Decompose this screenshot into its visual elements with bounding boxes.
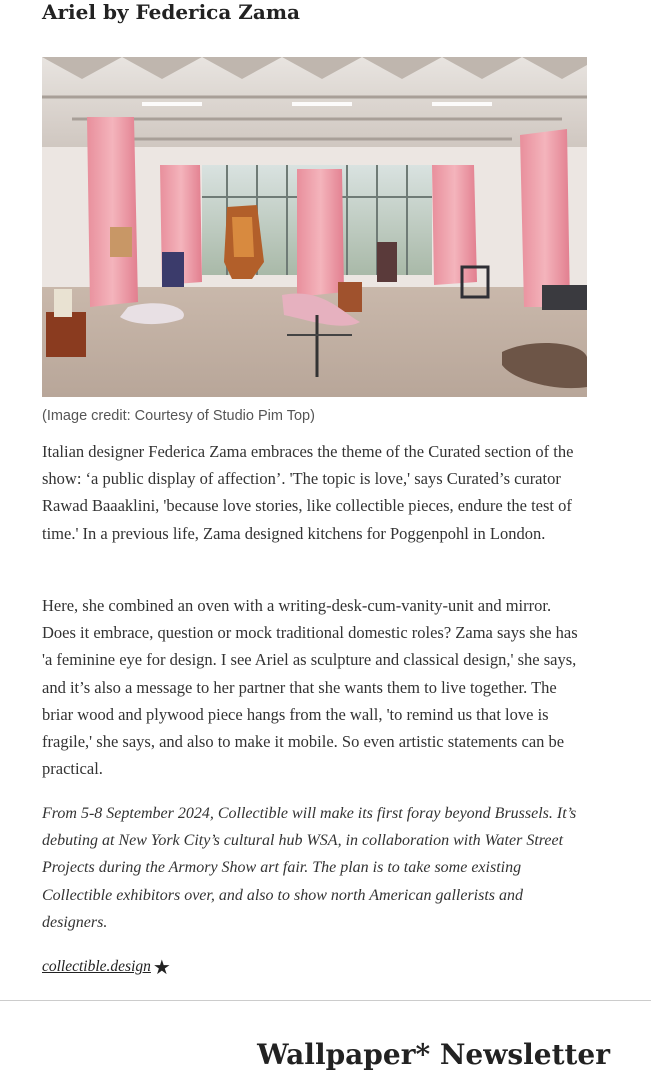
article-paragraph: Italian designer Federica Zama embraces the theme of the Curated section of the show: ‘a public display of affection’. 'The topic is love,' says Curated’s curator Rawad Baaaklini, 'because love stories, like collectible pieces, endure the test of time.' In a previous life, Zama designed kitchens for Poggenpohl in London. <box>42 442 574 543</box>
image-credit: (Image credit: Courtesy of Studio Pim Top) <box>42 408 315 424</box>
article-paragraph-italic: From 5-8 September 2024, Collectible will make its first foray beyond Brussels. It’s debuting at New York City’s cultural hub WSA, in collaboration with Water Street Projects during the Armory Show art fair. The plan is to take some existing Collectible exhibitors over, and also to show north American gallerists and designers. <box>42 805 577 931</box>
section-divider <box>0 1000 651 1001</box>
article-paragraph: Here, she combined an oven with a writing-desk-cum-vanity-unit and mirror. Does it embrace, question or mock traditional domestic roles? Zama says she has 'a feminine eye for design. I see Ariel as sculpture and classical design,' she says, and it’s also a message to her partner that she wants them to live together. The briar wood and plywood piece hangs from the wall, 'to remind us that love is fragile,' she says, and also to make it mobile. So even artistic statements can be practical. <box>42 596 578 779</box>
newsletter-title: Wallpaper* Newsletter <box>257 1038 610 1071</box>
source-link[interactable]: collectible.design <box>42 958 151 975</box>
star-icon: ★ <box>152 957 171 979</box>
source-line <box>42 955 171 980</box>
gallery-installation-photo <box>42 57 587 397</box>
photo-illustration <box>42 57 587 397</box>
article-title: Ariel by Federica Zama <box>42 0 300 24</box>
